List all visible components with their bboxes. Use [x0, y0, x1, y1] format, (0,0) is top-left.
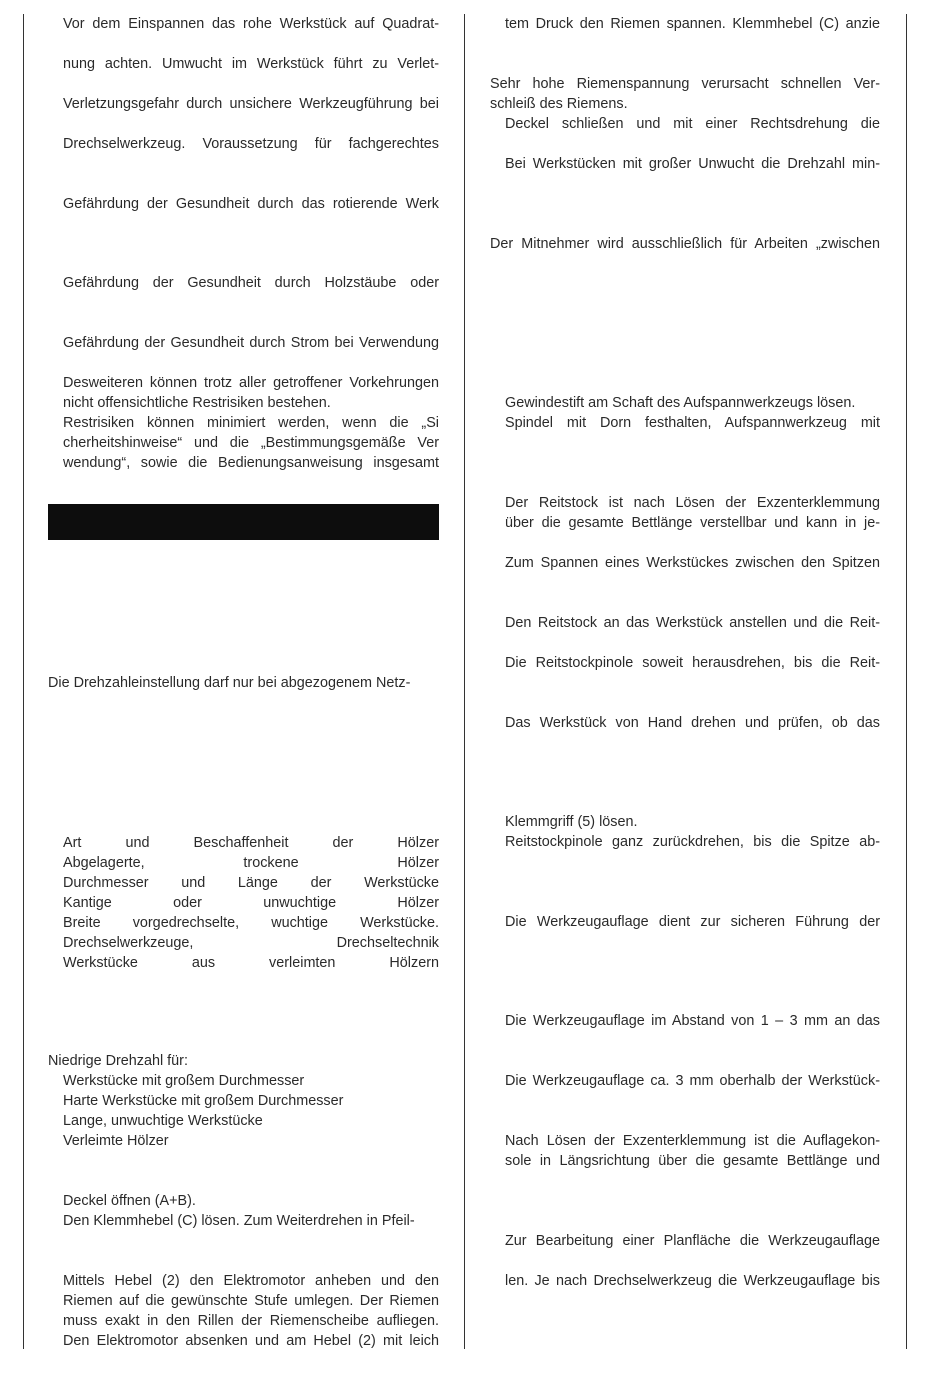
bullet-item: • Mittels Hebel (2) den Elektromotor anheben und den: [63, 1271, 439, 1291]
text-line: Drechselwerkzeug. Voraussetzung für fachgerechtes: [63, 136, 439, 152]
bullet-item: • Reitstockpinole ganz zurückdrehen, bis die Spitze ab-: [505, 832, 880, 852]
text-line: schleiß des Riemens.: [490, 96, 628, 112]
bullet-item: • Gefährdung der Gesundheit durch Strom bei Verwendung: [63, 333, 439, 353]
text-line: muss exakt in den Rillen der Riemenscheibe aufliegen.: [63, 1313, 439, 1329]
bullet-item: • Drechselwerkzeuge, Drechseltechnik: [63, 933, 439, 953]
bullet-item: • Die Werkzeugauflage im Abstand von 1 – 3 mm an das: [505, 1011, 880, 1031]
bullet-item: • Der Reitstock ist nach Lösen der Exzenterklemmung: [505, 493, 880, 513]
bullet-item: • Kantige oder unwuchtige Hölzer: [63, 893, 439, 913]
text-line: sole in Längsrichtung über die gesamte Bettlänge und: [505, 1153, 880, 1169]
text-line: cherheitshinweise“ und die „Bestimmungsgemäße Ver: [63, 435, 439, 451]
section-header-bar: [48, 504, 439, 540]
bullet-item: • Die Werkzeugauflage dient zur sicheren Führung der: [505, 912, 880, 932]
text-line: Der Mitnehmer wird ausschließlich für Arbeiten „zwischen: [490, 236, 880, 252]
right-margin-rule: [906, 14, 907, 1349]
bullet-item: • Deckel schließen und mit einer Rechtsdrehung die: [505, 114, 880, 134]
bullet-item: • Die Reitstockpinole soweit herausdrehen, bis die Reit-: [505, 653, 880, 673]
text-line: nung achten. Umwucht im Werkstück führt zu Verlet-: [63, 56, 439, 72]
bullet-item: • Art und Beschaffenheit der Hölzer: [63, 833, 439, 853]
text-line: nicht offensichtliche Restrisiken bestehen.: [63, 395, 331, 411]
bullet-item: • Breite vorgedrechselte, wuchtige Werkstücke.: [63, 913, 439, 933]
bullet-item: • Lange, unwuchtige Werkstücke: [63, 1111, 439, 1131]
bullet-item: • Harte Werkstücke mit großem Durchmesser: [63, 1091, 439, 1111]
text-line: Die Drehzahleinstellung darf nur bei abgezogenem Netz-: [48, 675, 411, 691]
text-line: wendung“, sowie die Bedienungsanweisung insgesamt: [63, 455, 439, 471]
bullet-item: • Werkstücke aus verleimten Hölzern: [63, 953, 439, 973]
bullet-item: • Vor dem Einspannen das rohe Werkstück auf Quadrat-: [63, 14, 439, 34]
bullet-item: • Verleimte Hölzer: [63, 1131, 439, 1151]
bullet-item: • Klemmgriff (5) lösen.: [505, 812, 880, 832]
text-line: tem Druck den Riemen spannen. Klemmhebel (C) anzie: [505, 16, 880, 32]
bullet-item: • Gefährdung der Gesundheit durch das rotierende Werk: [63, 194, 439, 214]
bullet-item: • Gefährdung der Gesundheit durch Holzstäube oder: [63, 273, 439, 293]
bullet-item: • Deckel öffnen (A+B).: [63, 1191, 439, 1211]
bullet-item: • Den Klemmhebel (C) lösen. Zum Weiterdrehen in Pfeil-: [63, 1211, 439, 1231]
column-divider-rule: [464, 14, 465, 1349]
text-line: Niedrige Drehzahl für:: [48, 1053, 188, 1069]
bullet-item: • Abgelagerte, trockene Hölzer: [63, 853, 439, 873]
text-line: über die gesamte Bettlänge verstellbar und kann in je-: [505, 515, 880, 531]
bullet-item: • Desweiteren können trotz aller getroffener Vorkehrungen: [63, 373, 439, 393]
text-line: Riemen auf die gewünschte Stufe umlegen. Der Riemen: [63, 1293, 439, 1309]
bullet-item: • Gewindestift am Schaft des Aufspannwerkzeugs lösen.: [505, 393, 880, 413]
left-margin-rule: [23, 14, 24, 1349]
bullet-item: • Verletzungsgefahr durch unsichere Werkzeugführung bei: [63, 94, 439, 114]
text-line: len. Je nach Drechselwerkzeug die Werkzeugauflage bis: [505, 1273, 880, 1289]
bullet-item: • Die Werkzeugauflage ca. 3 mm oberhalb der Werkstück-: [505, 1071, 880, 1091]
bullet-item: • Spindel mit Dorn festhalten, Aufspannwerkzeug mit: [505, 413, 880, 433]
bullet-item: • Den Reitstock an das Werkstück anstellen und die Reit-: [505, 613, 880, 633]
bullet-item: • Das Werkstück von Hand drehen und prüfen, ob das: [505, 713, 880, 733]
bullet-item: • Nach Lösen der Exzenterklemmung ist die Auflagekon-: [505, 1131, 880, 1151]
bullet-item: • Durchmesser und Länge der Werkstücke: [63, 873, 439, 893]
bullet-item: • Zur Bearbeitung einer Planfläche die Werkzeugauflage: [505, 1231, 880, 1251]
bullet-item: • Bei Werkstücken mit großer Unwucht die Drehzahl min-: [505, 154, 880, 174]
bullet-item: • Restrisiken können minimiert werden, wenn die „Si: [63, 413, 439, 433]
bullet-item: • Werkstücke mit großem Durchmesser: [63, 1071, 439, 1091]
bullet-item: • Den Elektromotor absenken und am Hebel (2) mit leich: [63, 1331, 439, 1351]
bullet-item: • Zum Spannen eines Werkstückes zwischen den Spitzen: [505, 553, 880, 573]
text-line: Sehr hohe Riemenspannung verursacht schnellen Ver-: [490, 76, 880, 92]
